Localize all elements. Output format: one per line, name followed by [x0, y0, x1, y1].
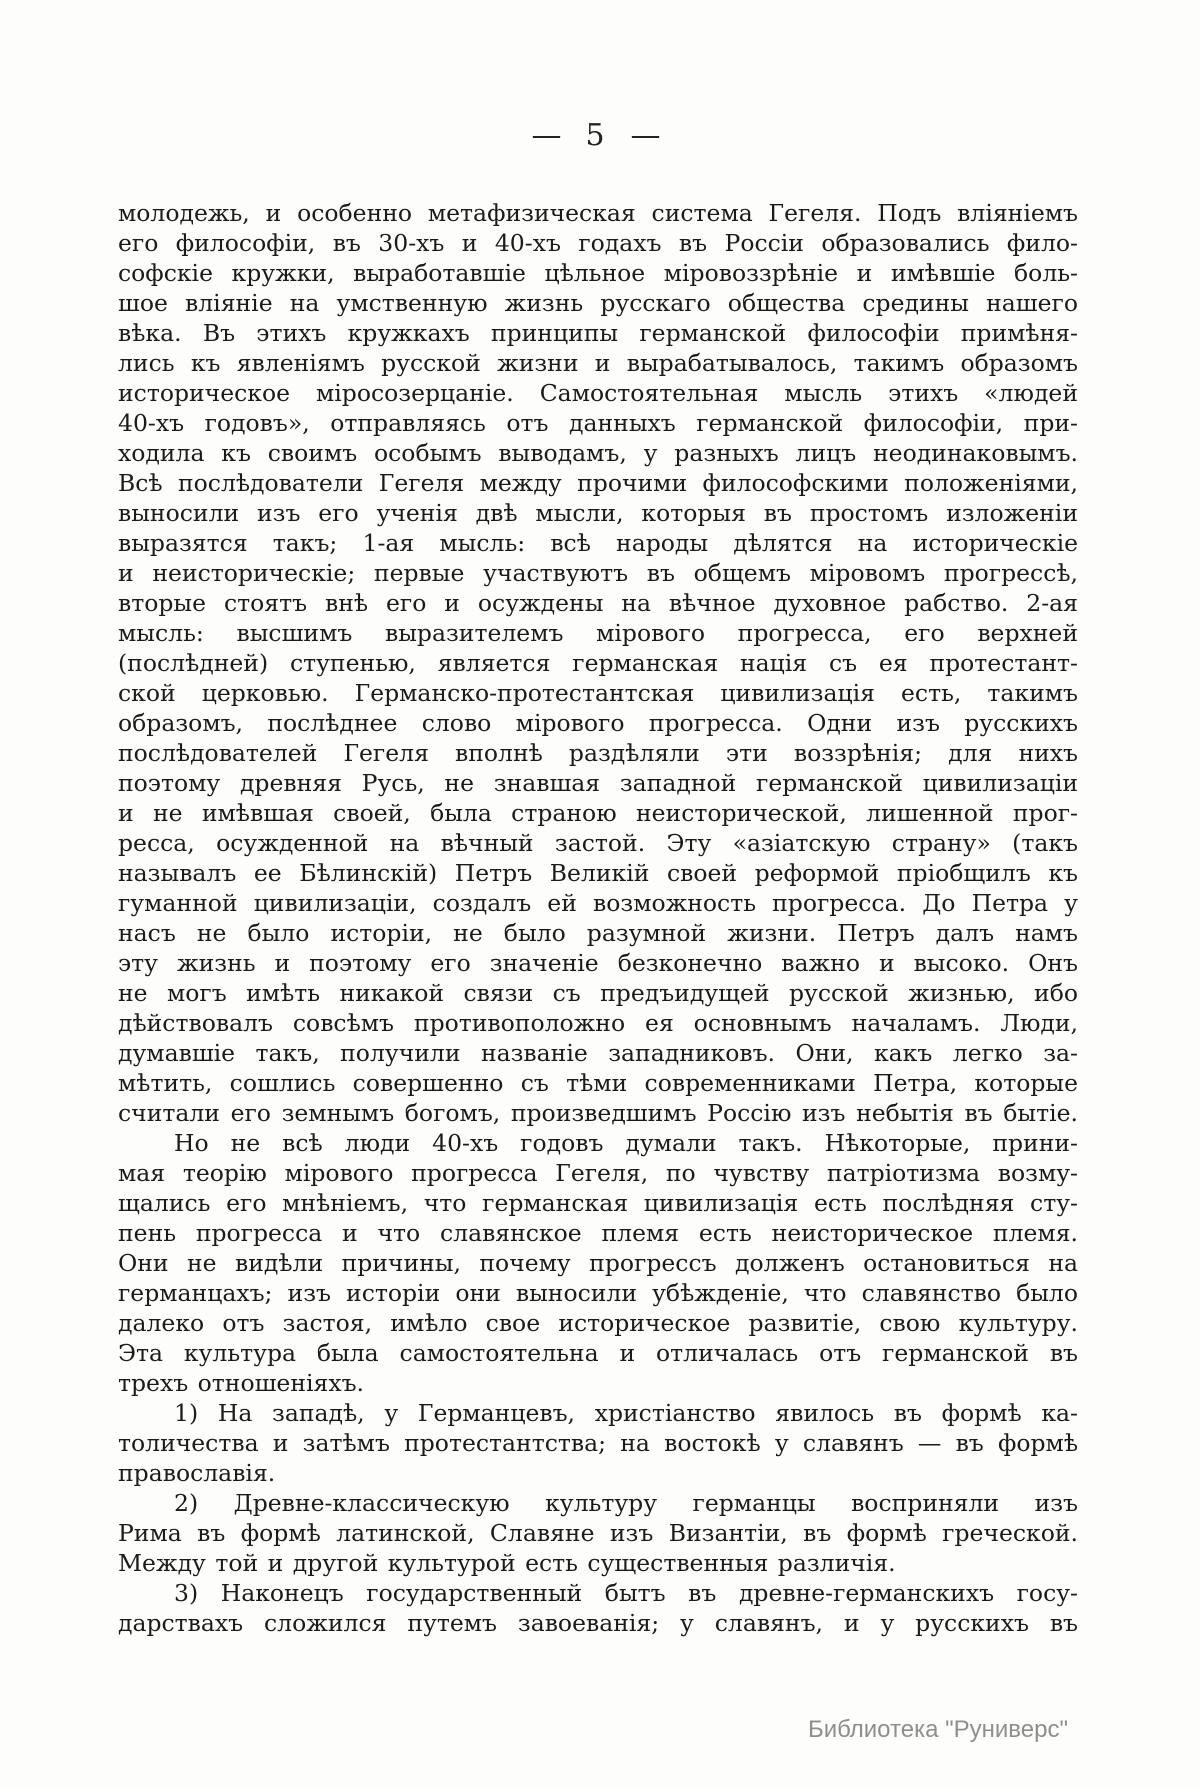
text-line: эту жизнь и поэтому его значеніе безконечно важно и высоко. Онъ [118, 949, 1078, 977]
text-line: Всѣ послѣдователи Гегеля между прочими философскими положеніями, [118, 469, 1078, 497]
text-line: Они не видѣли причины, почему прогрессъ долженъ остановиться на [118, 1249, 1078, 1277]
text-line: дарствахъ сложился путемъ завоеванія; у славянъ, и у русскихъ въ [118, 1609, 1078, 1637]
text-line: молодежь, и особенно метафизическая система Гегеля. Подъ вліяніемъ [118, 199, 1078, 227]
text-line: германцахъ; изъ исторіи они выносили убѣжденіе, что славянство было [118, 1279, 1078, 1307]
text-line: далеко отъ застоя, имѣло свое историческое развитіе, свою культуру. [118, 1309, 1078, 1337]
text-line: историческое міросозерцаніе. Самостоятельная мысль этихъ «людей [118, 379, 1078, 407]
text-line: выносили изъ его ученія двѣ мысли, которыя въ простомъ изложеніи [118, 499, 1078, 527]
text-line: православія. [118, 1459, 276, 1487]
text-line: Эта культура была самостоятельна и отличалась отъ германской въ [118, 1339, 1078, 1367]
text-line: и неисторическіе; первые участвуютъ въ общемъ міровомъ прогрессѣ, [118, 559, 1078, 587]
text-line: 3) Наконецъ государственный бытъ въ древне-германскихъ госу- [174, 1579, 1078, 1607]
text-line: шое вліяніе на умственную жизнь русскаго общества средины нашего [118, 289, 1078, 317]
text-line: мысль: высшимъ выразителемъ мірового прогресса, его верхней [118, 619, 1078, 647]
text-line: его философіи, въ 30-хъ и 40-хъ годахъ въ Россіи образовались фило- [118, 229, 1078, 257]
text-line: 2) Древне-классическую культуру германцы восприняли изъ [174, 1489, 1078, 1517]
text-line: дѣйствовалъ совсѣмъ противоположно ея основнымъ началамъ. Люди, [118, 1009, 1078, 1037]
paragraph [118, 1128, 1078, 1398]
text-line: ской церковью. Германско-протестантская цивилизація есть, такимъ [118, 679, 1078, 707]
paragraph [118, 198, 1078, 1128]
text-line: вѣка. Въ этихъ кружкахъ принципы германской философіи примѣня- [118, 319, 1078, 347]
page-header [0, 118, 1190, 153]
text-line: называлъ ее Бѣлинскій) Петръ Великій своей реформой пріобщилъ къ [118, 859, 1078, 887]
text-line: считали его земнымъ богомъ, произведшимъ Россію изъ небытія въ бытіе. [118, 1099, 1078, 1127]
text-line: насъ не было исторіи, не было разумной жизни. Петръ далъ намъ [118, 919, 1078, 947]
text-line: щались его мнѣніемъ, что германская цивилизація есть послѣдняя сту- [118, 1189, 1078, 1217]
text-line: думавшіе такъ, получили названіе западниковъ. Они, какъ легко за- [118, 1039, 1078, 1067]
header-left-dash: — [531, 118, 560, 153]
text-line: ходила къ своимъ особымъ выводамъ, у разныхъ лицъ неодинаковымъ. [118, 439, 1078, 467]
text-line: поэтому древняя Русь, не знавшая западной германской цивилизаціи [118, 769, 1078, 797]
paragraph [118, 1398, 1078, 1488]
text-line: образомъ, послѣднее слово мірового прогресса. Одни изъ русскихъ [118, 709, 1078, 737]
header-right-dash: — [630, 118, 659, 153]
text-line: лись къ явленіямъ русской жизни и вырабатывалось, такимъ образомъ [118, 349, 1078, 377]
text-line: ресса, осужденной на вѣчный застой. Эту «азіатскую страну» (такъ [118, 829, 1078, 857]
text-line: не могъ имѣть никакой связи съ предъидущей русской жизнью, ибо [118, 979, 1078, 1007]
text-line: пень прогресса и что славянское племя есть неисторическое племя. [118, 1219, 1078, 1247]
text-line: мая теорію мірового прогресса Гегеля, по чувству патріотизма возму- [118, 1159, 1078, 1187]
paragraph [118, 1488, 1078, 1578]
text-line: и не имѣвшая своей, была страною неисторической, лишенной прог- [118, 799, 1078, 827]
body-text [118, 198, 1078, 1638]
text-line: 1) На западѣ, у Германцевъ, христіанство явилось въ формѣ ка- [174, 1399, 1078, 1427]
text-line: трехъ отношеніяхъ. [118, 1369, 365, 1397]
library-watermark: Библиотека "Руниверс" [807, 1716, 1068, 1743]
text-line: мѣтить, сошлись совершенно съ тѣми современниками Петра, которые [118, 1069, 1078, 1097]
text-line: Но не всѣ люди 40-хъ годовъ думали такъ. Нѣкоторые, прини- [174, 1129, 1078, 1157]
paragraph [118, 1578, 1078, 1638]
text-line: гуманной цивилизаціи, создалъ ей возможность прогресса. До Петра у [118, 889, 1078, 917]
text-line: вторые стоятъ внѣ его и осуждены на вѣчное духовное рабство. 2-ая [118, 589, 1078, 617]
text-line: софскіе кружки, выработавшіе цѣльное міровоззрѣніе и имѣвшіе боль- [118, 259, 1078, 287]
text-line: (послѣдней) ступенью, является германская нація съ ея протестант- [118, 649, 1078, 677]
text-line: Между той и другой культурой есть существенныя различія. [118, 1549, 896, 1577]
page-number: 5 [585, 118, 605, 153]
text-line: послѣдователей Гегеля вполнѣ раздѣляли эти воззрѣнія; для нихъ [118, 739, 1078, 767]
text-line: выразятся такъ; 1-ая мысль: всѣ народы дѣлятся на историческіе [118, 529, 1078, 557]
text-line: 40-хъ годовъ», отправляясь отъ данныхъ германской философіи, при- [118, 409, 1078, 437]
text-line: толичества и затѣмъ протестантства; на востокѣ у славянъ — въ формѣ [118, 1429, 1078, 1457]
text-line: Рима въ формѣ латинской, Славяне изъ Византіи, въ формѣ греческой. [118, 1519, 1078, 1547]
